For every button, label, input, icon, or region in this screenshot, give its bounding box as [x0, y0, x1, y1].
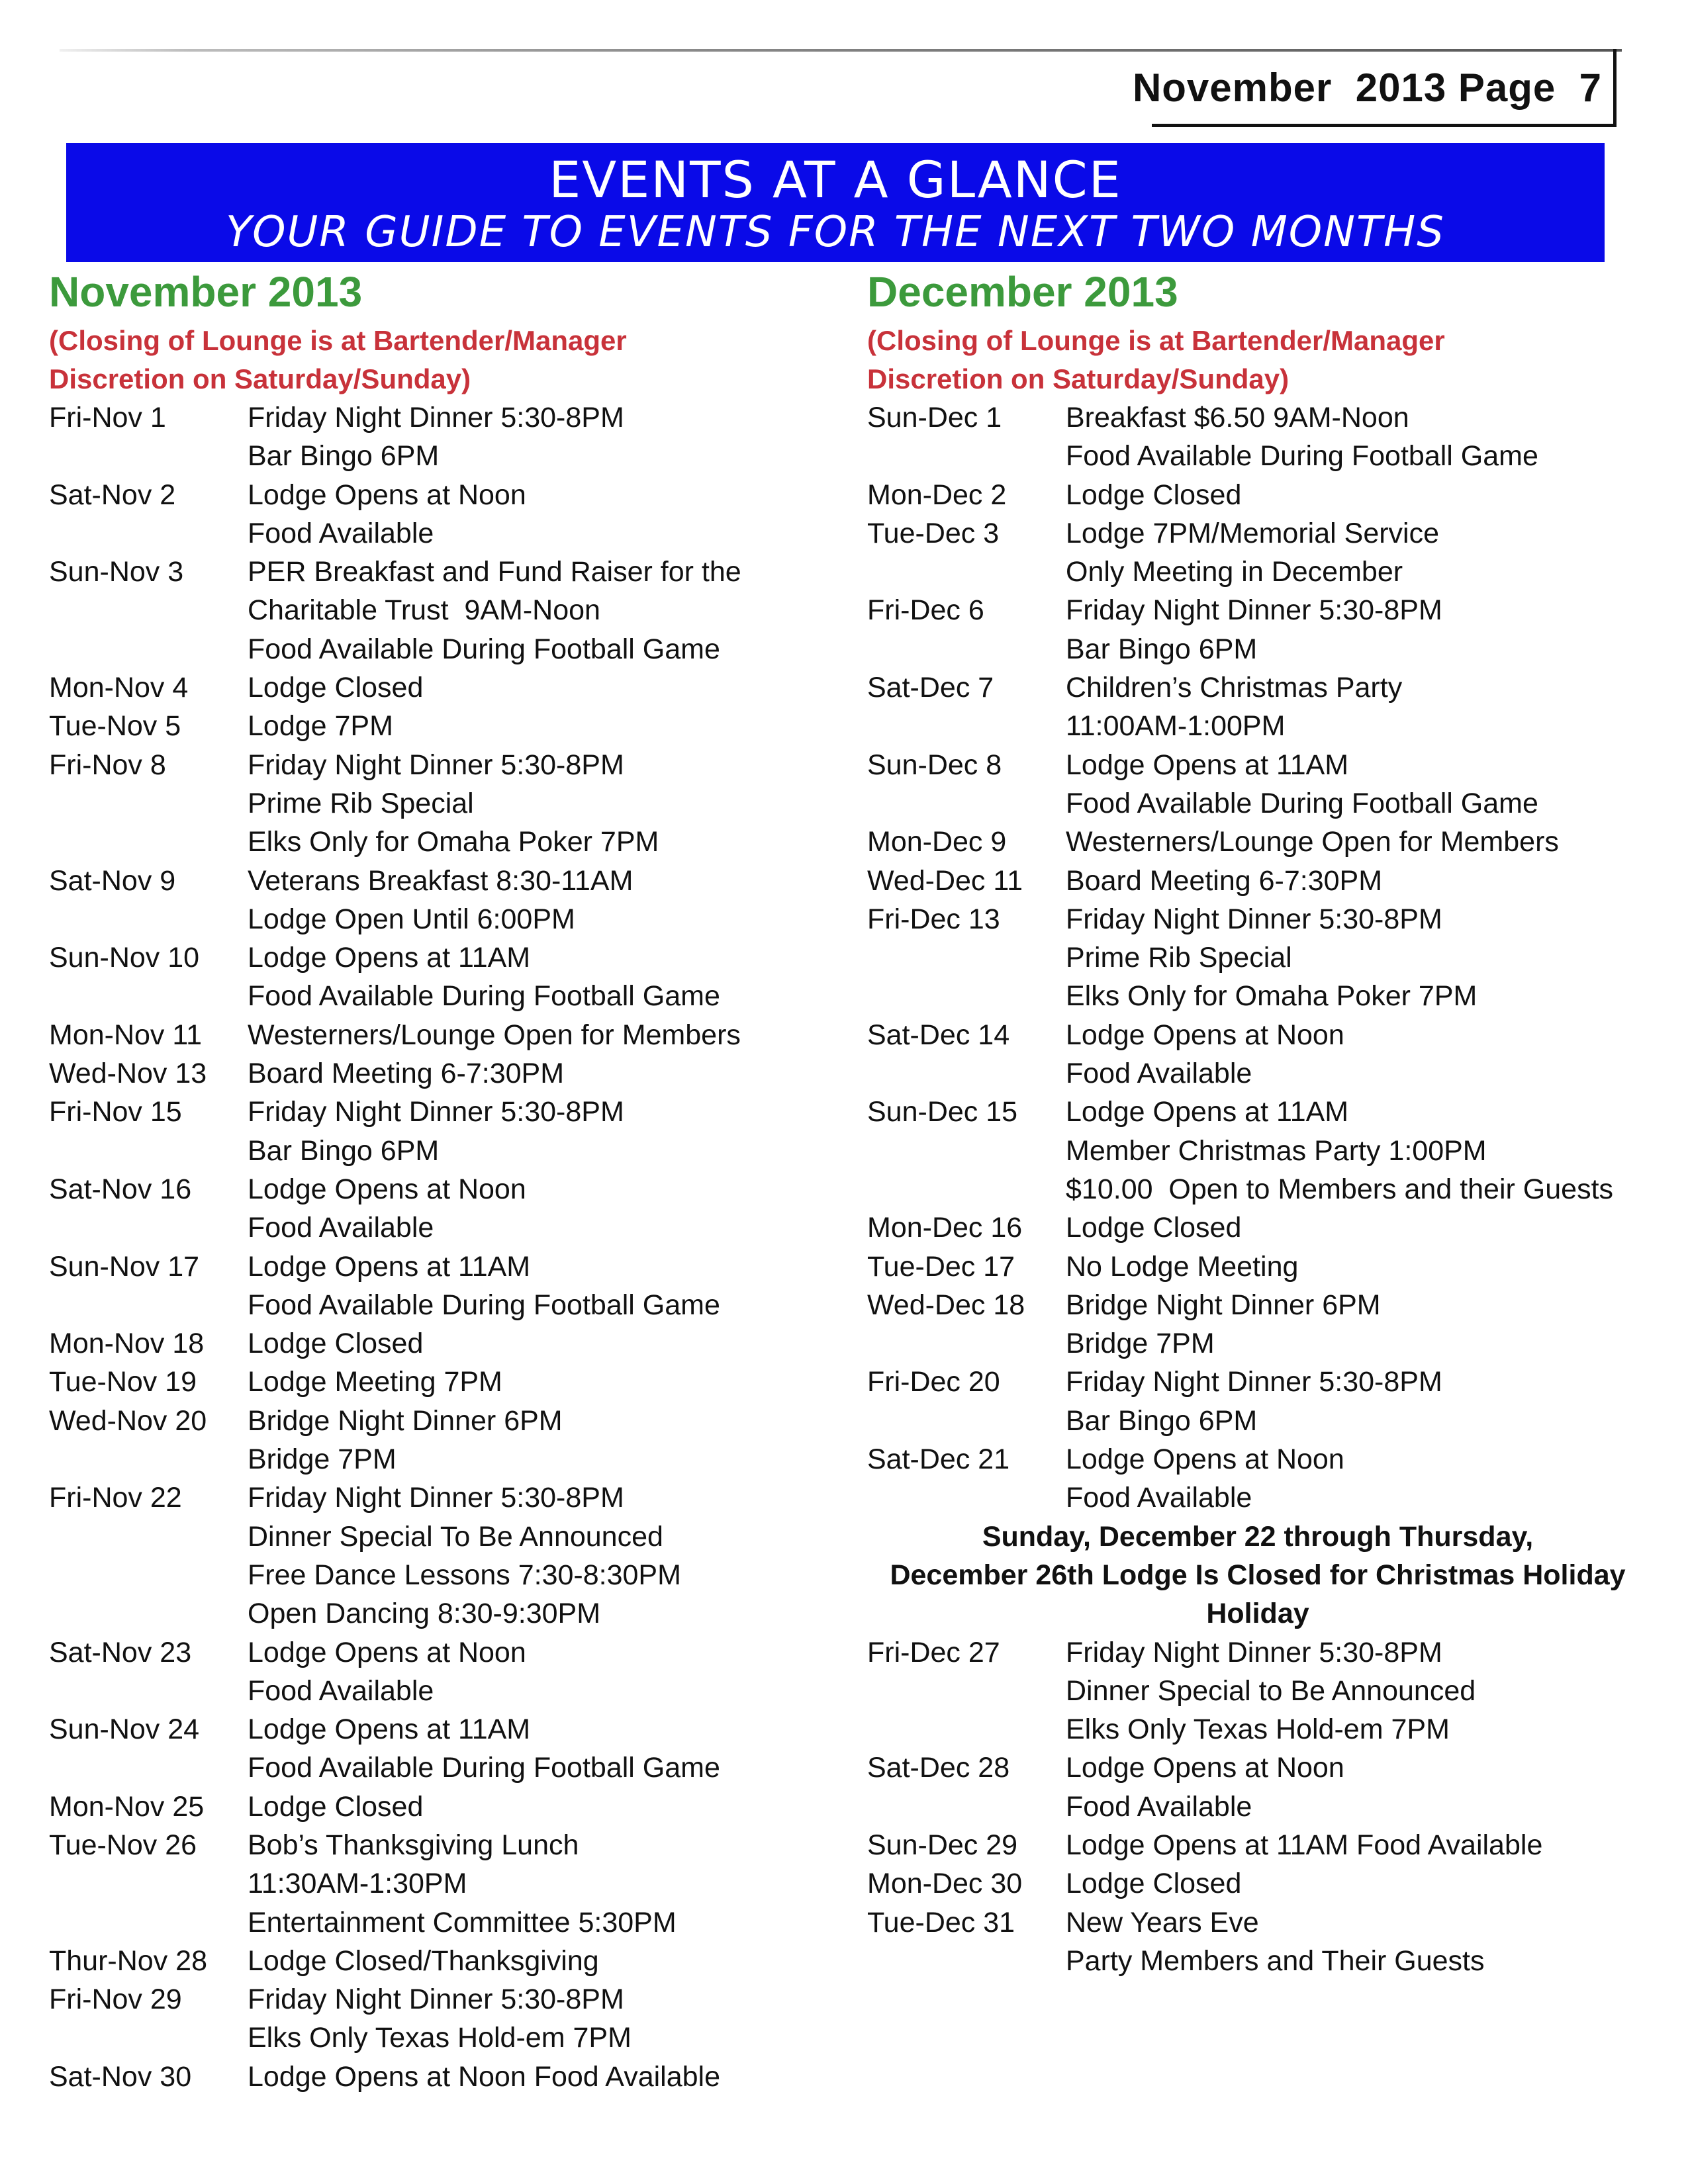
event-row: [867, 1016, 1648, 1093]
event-date: Sun-Nov 24: [49, 1713, 200, 1746]
event-row: [49, 553, 817, 668]
event-date: Sat-Dec 28: [867, 1752, 1010, 1784]
event-row: [49, 1826, 817, 1942]
banner-subtitle: YOUR GUIDE TO EVENTS FOR THE NEXT TWO MONTHS: [226, 208, 1445, 257]
event-line: Open Dancing 8:30-9:30PM: [248, 1598, 601, 1630]
event-date: Fri-Dec 20: [867, 1366, 1000, 1398]
event-row: [867, 1363, 1648, 1440]
event-line: Elks Only Texas Hold-em 7PM: [248, 2022, 632, 2054]
event-date: Sat-Nov 9: [49, 864, 176, 897]
event-line: Children’s Christmas Party: [1066, 672, 1403, 704]
event-date: Sun-Dec 15: [867, 1096, 1018, 1128]
event-description: [248, 1054, 817, 1093]
event-line: Lodge Opens at 11AM: [248, 1250, 531, 1283]
event-row: [49, 1016, 817, 1054]
banner-title: EVENTS AT A GLANCE: [549, 150, 1122, 209]
event-date: Sat-Dec 21: [867, 1443, 1010, 1476]
event-line: Food Available: [1066, 1058, 1252, 1090]
event-description: [248, 1942, 817, 1980]
event-description: [248, 938, 817, 1016]
event-line: Friday Night Dinner 5:30-8PM: [248, 1096, 624, 1128]
event-line: 11:30AM-1:30PM: [248, 1868, 467, 1900]
event-date: Mon-Nov 18: [49, 1328, 205, 1360]
event-row: [49, 1248, 817, 1325]
event-line: Lodge Opens at Noon Food Available: [248, 2060, 721, 2093]
event-line: Entertainment Committee 5:30PM: [248, 1906, 677, 1938]
event-line: Westerners/Lounge Open for Members: [1066, 826, 1559, 858]
event-line: Lodge Opens at Noon: [1066, 1752, 1344, 1784]
events-banner: [66, 143, 1605, 262]
event-row: [867, 398, 1648, 476]
event-line: Friday Night Dinner 5:30-8PM: [248, 749, 624, 781]
event-line: $10.00 Open to Members and their Guests: [1066, 1173, 1614, 1205]
event-line: Prime Rib Special: [248, 787, 474, 819]
event-line: Lodge Closed: [248, 1328, 424, 1360]
event-row: [49, 746, 817, 862]
event-row: [867, 900, 1648, 1016]
event-row: [49, 1402, 817, 1479]
event-description: [248, 1633, 817, 1711]
event-line: Food Available: [248, 1674, 434, 1707]
event-date: Fri-Dec 27: [867, 1636, 1000, 1668]
event-row: [49, 862, 817, 939]
event-row: [49, 1980, 817, 2058]
event-date: Sun-Nov 17: [49, 1250, 200, 1283]
event-line: Bridge Night Dinner 6PM: [248, 1404, 563, 1437]
event-description: [248, 707, 817, 745]
event-line: Food Available: [1066, 1790, 1252, 1823]
event-row: [49, 1633, 817, 1711]
event-row: [867, 1440, 1648, 1518]
event-date: Fri-Dec 6: [867, 594, 984, 627]
event-row: [867, 862, 1648, 900]
event-row: [867, 1826, 1648, 1864]
event-line: Member Christmas Party 1:00PM: [1066, 1134, 1487, 1167]
december-event-list: [867, 398, 1648, 1518]
december-event-list-after: [867, 1633, 1648, 1981]
event-line: Elks Only for Omaha Poker 7PM: [1066, 980, 1477, 1013]
event-row: [867, 1208, 1648, 1247]
event-description: [1066, 746, 1648, 823]
event-row: [49, 2058, 817, 2096]
event-description: [248, 1093, 817, 1170]
event-description: [248, 1788, 817, 1826]
event-description: [248, 1402, 817, 1479]
event-description: [1066, 1208, 1648, 1247]
event-description: [1066, 1286, 1648, 1363]
event-description: [248, 398, 817, 476]
event-description: [1066, 900, 1648, 1016]
event-row: [49, 668, 817, 707]
event-row: [867, 476, 1648, 514]
event-description: [248, 1479, 817, 1633]
event-row: [867, 1633, 1648, 1749]
event-row: [49, 1054, 817, 1093]
event-row: [49, 1324, 817, 1363]
event-line: Bridge Night Dinner 6PM: [1066, 1289, 1381, 1321]
event-line: Lodge Opens at Noon: [1066, 1443, 1344, 1476]
event-row: [867, 1749, 1648, 1826]
event-line: Lodge Opens at Noon: [248, 1636, 526, 1668]
event-line: Lodge Opens at 11AM: [248, 1713, 531, 1746]
event-line: Prime Rib Special: [1066, 942, 1292, 974]
event-row: [867, 1248, 1648, 1286]
event-line: Lodge Open Until 6:00PM: [248, 903, 575, 935]
event-line: Lodge 7PM/Memorial Service: [1066, 517, 1440, 549]
event-line: Lodge Opens at 11AM: [1066, 1096, 1349, 1128]
event-row: [49, 476, 817, 553]
event-row: [867, 591, 1648, 668]
event-line: Lodge Closed: [1066, 478, 1242, 511]
event-line: Elks Only for Omaha Poker 7PM: [248, 826, 659, 858]
event-date: Mon-Nov 4: [49, 672, 189, 704]
event-line: 11:00AM-1:00PM: [1066, 710, 1286, 743]
event-date: Sun-Dec 8: [867, 749, 1002, 781]
event-line: Food Available During Football Game: [248, 1289, 720, 1321]
event-description: [248, 1826, 817, 1942]
event-row: [867, 1093, 1648, 1208]
december-note: (Closing of Lounge is at Bartender/Manager Discretion on Saturday/Sunday): [867, 325, 1445, 394]
november-event-list: [49, 398, 817, 2096]
event-description: [1066, 862, 1648, 900]
event-date: Mon-Nov 11: [49, 1019, 203, 1051]
event-date: Fri-Nov 15: [49, 1096, 182, 1128]
november-title: November 2013: [49, 268, 363, 316]
event-description: [1066, 514, 1648, 592]
event-line: Breakfast $6.50 9AM-Noon: [1066, 402, 1409, 433]
event-description: [1066, 1363, 1648, 1440]
event-line: Lodge Opens at Noon: [248, 1173, 526, 1205]
event-date: Mon-Dec 16: [867, 1212, 1023, 1244]
december-column: [867, 262, 1648, 1980]
event-description: [1066, 1016, 1648, 1093]
event-date: Tue-Dec 31: [867, 1906, 1015, 1938]
event-description: [248, 1710, 817, 1788]
event-description: [248, 1324, 817, 1363]
event-line: Bridge 7PM: [1066, 1328, 1215, 1360]
event-date: Sat-Dec 14: [867, 1019, 1010, 1051]
event-date: Wed-Nov 13: [49, 1058, 207, 1090]
event-line: Lodge Opens at 11AM: [248, 942, 531, 974]
december-title: December 2013: [867, 268, 1178, 316]
event-line: Food Available During Football Game: [248, 1752, 720, 1784]
page-header: November 2013 Page 7: [1132, 66, 1602, 110]
event-line: Board Meeting 6-7:30PM: [248, 1058, 565, 1090]
event-date: Tue-Nov 5: [49, 710, 181, 743]
event-line: Friday Night Dinner 5:30-8PM: [1066, 903, 1442, 935]
event-date: Sun-Dec 1: [867, 402, 1002, 433]
event-date: Fri-Nov 22: [49, 1482, 182, 1514]
november-column: [49, 262, 817, 2096]
event-line: No Lodge Meeting: [1066, 1250, 1299, 1283]
event-line: Party Members and Their Guests: [1066, 1944, 1485, 1977]
event-description: [248, 746, 817, 862]
event-date: Mon-Nov 25: [49, 1790, 205, 1823]
event-description: [248, 1016, 817, 1054]
event-row: [49, 1170, 817, 1248]
event-line: Lodge Opens at Noon: [1066, 1019, 1344, 1051]
event-description: [1066, 398, 1648, 476]
event-line: Food Available During Football Game: [1066, 440, 1538, 473]
event-description: [248, 668, 817, 707]
event-line: Westerners/Lounge Open for Members: [248, 1019, 741, 1051]
event-line: Only Meeting in December: [1066, 556, 1403, 588]
event-line: Lodge Closed/Thanksgiving: [248, 1944, 599, 1977]
holiday-notice: Sunday, December 22 through Thursday, December 26th Lodge Is Closed for Christmas Holiday Holiday: [890, 1520, 1626, 1630]
event-line: Dinner Special To Be Announced: [248, 1520, 663, 1553]
event-line: Bar Bingo 6PM: [1066, 633, 1258, 665]
event-description: [248, 1363, 817, 1401]
event-row: [49, 1788, 817, 1826]
event-line: Friday Night Dinner 5:30-8PM: [248, 402, 624, 433]
event-line: Bob’s Thanksgiving Lunch: [248, 1829, 579, 1861]
event-line: Friday Night Dinner 5:30-8PM: [1066, 1636, 1442, 1668]
event-line: Friday Night Dinner 5:30-8PM: [1066, 1366, 1442, 1398]
event-row: [867, 1286, 1648, 1363]
event-date: Sat-Nov 30: [49, 2060, 192, 2093]
event-line: Lodge Opens at Noon: [248, 478, 526, 511]
event-date: Wed-Dec 11: [867, 864, 1023, 897]
event-date: Wed-Dec 18: [867, 1289, 1025, 1321]
event-line: Free Dance Lessons 7:30-8:30PM: [248, 1559, 681, 1591]
event-date: Sun-Nov 3: [49, 556, 184, 588]
event-row: [49, 1363, 817, 1401]
event-description: [1066, 1093, 1648, 1208]
event-date: Mon-Dec 9: [867, 826, 1007, 858]
event-line: Lodge Closed: [248, 1790, 424, 1823]
event-row: [867, 1864, 1648, 1903]
event-date: Sun-Nov 10: [49, 942, 200, 974]
event-row: [49, 398, 817, 476]
event-description: [248, 2058, 817, 2096]
event-description: [248, 1248, 817, 1325]
event-line: Board Meeting 6-7:30PM: [1066, 864, 1383, 897]
event-date: Mon-Dec 30: [867, 1868, 1023, 1900]
event-row: [49, 707, 817, 745]
event-description: [248, 476, 817, 553]
event-line: Friday Night Dinner 5:30-8PM: [248, 1983, 624, 2016]
event-line: Lodge Closed: [248, 672, 424, 704]
event-date: Wed-Nov 20: [49, 1404, 207, 1437]
event-description: [1066, 1749, 1648, 1826]
event-date: Thur-Nov 28: [49, 1944, 207, 1977]
event-description: [1066, 1864, 1648, 1903]
november-note: (Closing of Lounge is at Bartender/Manager Discretion on Saturday/Sunday): [49, 325, 627, 394]
event-date: Fri-Nov 29: [49, 1983, 182, 2016]
event-date: Sat-Nov 16: [49, 1173, 192, 1205]
event-row: [49, 1942, 817, 1980]
event-line: Friday Night Dinner 5:30-8PM: [1066, 594, 1442, 627]
event-line: Charitable Trust 9AM-Noon: [248, 594, 600, 627]
event-line: Veterans Breakfast 8:30-11AM: [248, 864, 633, 897]
event-description: [1066, 823, 1648, 861]
event-line: Bar Bingo 6PM: [1066, 1404, 1258, 1437]
event-line: Lodge 7PM: [248, 710, 393, 743]
event-date: Tue-Nov 26: [49, 1829, 197, 1861]
event-line: Elks Only Texas Hold-em 7PM: [1066, 1713, 1450, 1746]
event-date: Tue-Dec 17: [867, 1250, 1015, 1283]
event-line: Dinner Special to Be Announced: [1066, 1674, 1476, 1707]
event-line: Food Available: [248, 1212, 434, 1244]
event-line: Food Available During Football Game: [1066, 787, 1538, 819]
event-date: Sat-Dec 7: [867, 672, 994, 704]
event-description: [1066, 1903, 1648, 1981]
event-row: [867, 746, 1648, 823]
event-row: [49, 1093, 817, 1170]
event-row: [867, 823, 1648, 861]
event-line: Bar Bingo 6PM: [248, 440, 440, 473]
event-row: [867, 514, 1648, 592]
event-row: [49, 1479, 817, 1633]
event-date: Sat-Nov 2: [49, 478, 176, 511]
event-line: Food Available During Football Game: [248, 633, 720, 665]
event-line: Lodge Opens at 11AM Food Available: [1066, 1829, 1543, 1861]
event-row: [49, 938, 817, 1016]
event-date: Fri-Nov 8: [49, 749, 166, 781]
event-description: [1066, 1826, 1648, 1864]
event-date: Tue-Dec 3: [867, 517, 1000, 549]
event-description: [1066, 476, 1648, 514]
event-description: [248, 553, 817, 668]
event-description: [248, 1980, 817, 2058]
event-row: [867, 1903, 1648, 1981]
event-line: Friday Night Dinner 5:30-8PM: [248, 1482, 624, 1514]
event-row: [49, 1710, 817, 1788]
event-description: [1066, 591, 1648, 668]
event-line: Lodge Closed: [1066, 1212, 1242, 1244]
event-date: Fri-Nov 1: [49, 402, 166, 433]
event-line: Food Available: [248, 517, 434, 549]
event-row: [867, 668, 1648, 746]
event-line: Food Available: [1066, 1482, 1252, 1514]
event-line: New Years Eve: [1066, 1906, 1259, 1938]
event-date: Sun-Dec 29: [867, 1829, 1018, 1861]
event-date: Tue-Nov 19: [49, 1366, 197, 1398]
event-line: Bar Bingo 6PM: [248, 1134, 440, 1167]
event-line: Bridge 7PM: [248, 1443, 397, 1476]
event-line: PER Breakfast and Fund Raiser for the: [248, 556, 741, 588]
event-line: Food Available During Football Game: [248, 980, 720, 1013]
event-description: [1066, 1248, 1648, 1286]
event-description: [1066, 1440, 1648, 1518]
event-line: Lodge Meeting 7PM: [248, 1366, 502, 1398]
event-date: Fri-Dec 13: [867, 903, 1000, 935]
event-line: Lodge Opens at 11AM: [1066, 749, 1349, 781]
event-date: Mon-Dec 2: [867, 478, 1007, 511]
event-description: [1066, 1633, 1648, 1749]
event-description: [248, 862, 817, 939]
event-description: [1066, 668, 1648, 746]
event-date: Sat-Nov 23: [49, 1636, 192, 1668]
event-line: Lodge Closed: [1066, 1868, 1242, 1900]
event-description: [248, 1170, 817, 1248]
